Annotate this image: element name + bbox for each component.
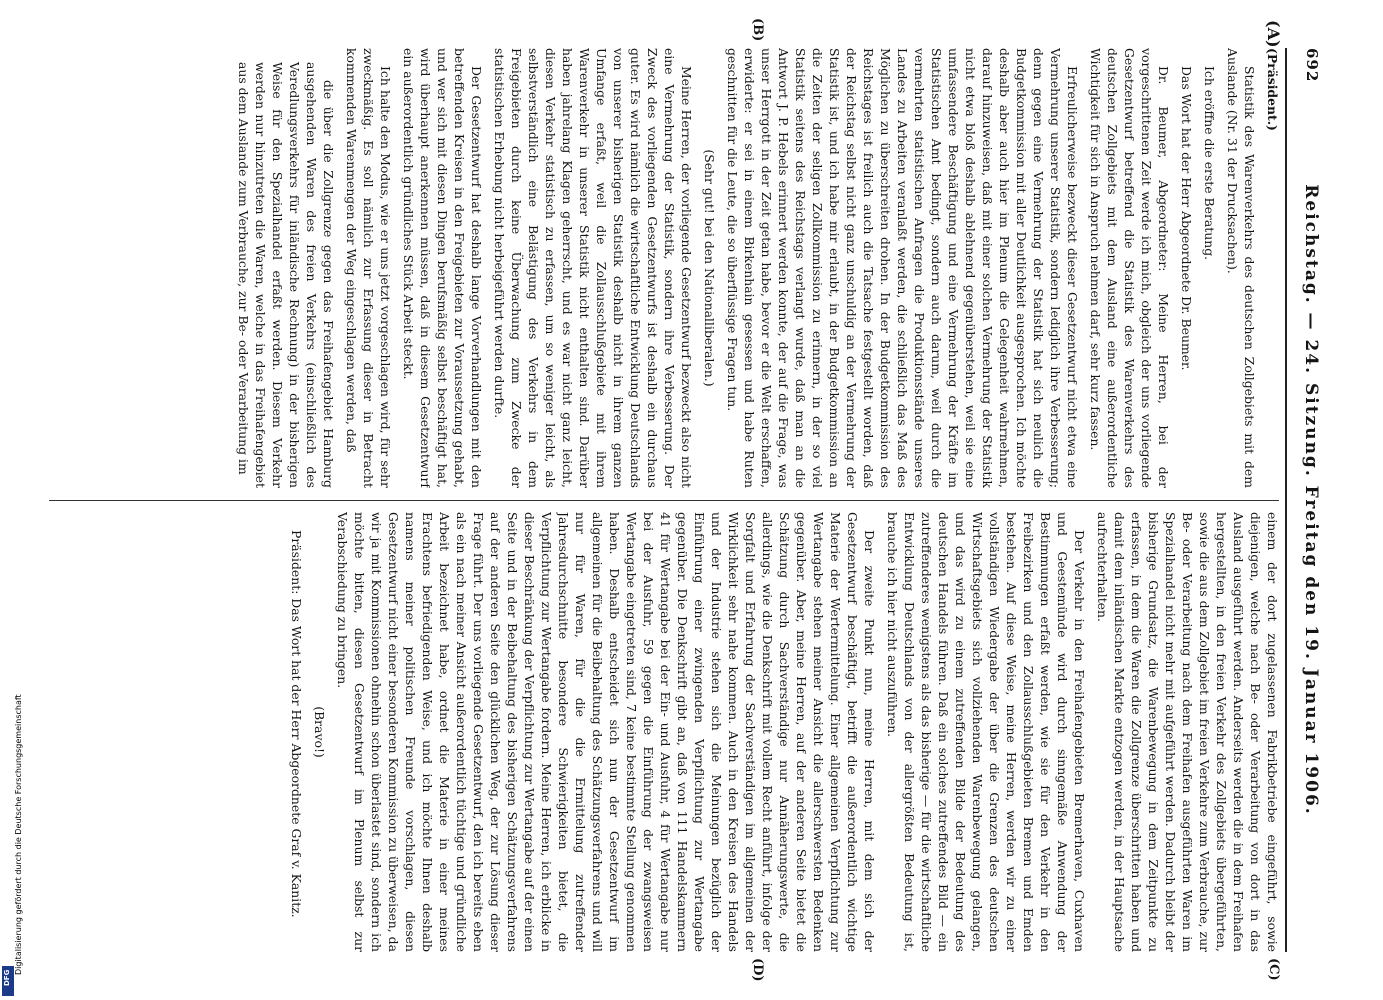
paragraph: Ich halte den Modus, wie er uns jetzt vorgeschlagen wird, für sehr zweckmäßig. Es soll nämlich zur Erfassung dieser in Betracht kommenden Warenmengen der Weg eingeschlagen werden, daß: [344, 48, 393, 488]
speaker-label: (Präsident.): [1265, 48, 1280, 131]
margin-marker-c: (C): [1266, 958, 1281, 981]
dfg-logo-text: DFG: [3, 969, 11, 986]
margin-marker-d: (D): [750, 958, 765, 982]
page-number: 692: [1303, 48, 1321, 83]
header-rule: [1285, 48, 1287, 952]
column-divider: [49, 500, 1279, 501]
paragraph: Der zweite Punkt nun, meine Herren, mit dem sich der Gesetzentwurf beschäftigt, betrifft die außerordentlich wichtige Materie der Wertermittelung. Einer allgemeinen Verpflichtung zur Wertangabe stehen meiner Ansicht die allerschwersten Bedenken gegenüber. Aber, meine Herren, auf der anderen Seite bietet die Schätzung durch Sachverständige nur Annäherungswerte, die allerdings, wie die Denkschrift mit vollem Recht anführt, infolge der Sorgfalt und Erfahrung der Sachverständigen im allgemeinen der Wirklichkeit sehr nahe kommen. Auch in den Kreisen des Handels und der Industrie stehen sich die Meinungen bezüglich der Einführung einer zwingenden Verpflichtung zur Wertangabe gegenüber. Die Denkschrift gibt an, daß von 111 Handelskammern 41 für Wertangabe bei der Ein- und Ausfuhr, 4 für Wertangabe nur bei der Ausfuhr, 59 gegen die Einführung der zwangsweisen Wertangabe eingetreten sind, 7 keine bestimmte Stellung genommen haben. Deshalb entscheidet sich nun der Gesetzentwurf im allgemeinen für die Beibehaltung des Schätzungsverfahrens und will nur für Waren, für die die Ermittelung zutreffender Jahresdurchschnitte besondere Schwierigkeiten bietet, die Verpflichtung zur Wertangabe fordern. Meine Herren, ich erblicke in dieser Beschränkung der Verpflichtung zur Wertangabe auf der einen Seite und in der Beibehaltung des bisherigen Schätzungsverfahrens auf der anderen Seite den glücklichen Weg, der zur Lösung dieser Frage führt. Der uns vorliegende Gesetzentwurf, den ich bereits eben als ein nach meiner Ansicht außerordentlich tüchtige und gründliche Arbeit bezeichnet habe, ordnet die Materie in einer meines Erachtens befriedigenden Weise, und ich möchte Ihnen deshalb namens meiner politischen Freunde vorschlagen, diesen Gesetzentwurf nicht einer besonderen Kommission zu überweisen, da wir ja mit Kommissionen ohnehin schon überlastet sind, sondern ich möchte bitten, diesen Gesetzentwurf im Plenum selbst zur Verabschiedung zu bringen.: [335, 512, 877, 952]
digitization-note: Digitalisierung gefördert durch die Deutsche Forschungsgemeinschaft: [14, 694, 23, 975]
right-column: [41, 512, 1281, 952]
margin-marker-b: (B): [750, 18, 765, 42]
paragraph: Statistik des Warenverkehrs des deutschen Zollgebiets mit dem Auslande (Nr. 31 der Drucksachen).: [1225, 48, 1257, 488]
paragraph: Dr. Beumer, Abgeordneter: Meine Herren, bei der vorgeschrittenen Zeit werde ich mich, obgleich der uns vorliegende Gesetzentwurf betreffend die Statistik des Warenverkehrs des deutschen Zollgebiets mit dem Ausland eine außerordentliche Wichtigkeit für sich in Anspruch nehmen darf, sehr kurz fassen.: [1088, 48, 1171, 488]
interjection: (Bravo!): [312, 706, 327, 758]
interjection: (Sehr gut! bei den Nationalliberalen.): [702, 149, 717, 387]
dfg-logo: [2, 966, 14, 996]
paragraph: Der Gesetzentwurf hat deshalb lange Vorverhandlungen mit den betreffenden Kreisen in den Freigebieten zur Voraussetzung gehabt, und wer sich mit diesen Dingen berufsmäßig selbst beschäftigt hat, wird überhaupt anerkennen müssen, daß in diesem Gesetzentwurf ein außerordentlich gründliches Stück Arbeit steckt.: [401, 48, 484, 488]
quoted-paragraph: die über die Zollgrenze gegen das Freihafengebiet Hamburg ausgehenden Waren des freien Verkehrs (einschließlich des Veredlungsverkehrs für inländische Rechnung) in der bisherigen Weise für den Spezialhandel erfaßt werden. Diesem Verkehr werden nur hinzutreten die Waren, welche in das Freihafengebiet aus dem Auslande zum Verbrauche, zur Be- oder Verarbeitung im: [236, 62, 336, 488]
page-header: [1281, 48, 1321, 952]
paragraph: Erfreulicherweise bezweckt dieser Gesetzentwurf nicht etwa eine Vermehrung unserer Statistik, sondern lediglich ihre Verbesserung; denn gegen eine Vermehrung der Statistik hat sich neulich die Budgetkommission mit aller Deutlichkeit ausgesprochen. Ich möchte deshalb aber auch hier im Plenum die Gelegenheit wahrnehmen, darauf hinzuweisen, daß mit einer solchen Vermehrung der Statistik nicht etwa bloß deshalb ablehnend gegenüberstehen, weil sie eine umfassendere Beschäftigung und eine Vermehrung der Kräfte im Statistischen Amt bedingt, sondern auch darum, weil durch die vermehrten statistischen Anfragen die Produktionsstände unseres Landes zu Arbeiten veranlaßt werden, die schließlich das Maß des Möglichen zu überschreiten drohen. In der Budgetkommission des Reichstages ist freilich auch die Tatsache festgestellt worden, daß der Reichstag selbst nicht ganz unschuldig an der Vermehrung der Statistik ist, und ich habe mir erlaubt, in der Budgetkommission an die Zeiten der seligen Zollkommission zu erinnern, in der so viel Statistik seitens des Reichstags verlangt wurde, daß man an die Antwort J. P. Hebels erinnert werden konnte, der auf die Frage, was unser Herrgott in der Zeit getan habe, bevor er die Welt erschaffen, erwiderte: er sei in einem Birkenhain gesessen und habe Ruten geschnitten für die Leute, die so überflüssige Fragen tun.: [725, 48, 1080, 488]
paragraph: einem der dort zugelassenen Fabrikbetriebe eingeführt, sowie diejenigen, welche nach Be- oder Verarbeitung von dort in das Ausland ausgeführt werden. Anderseits werden die in dem Freihafen hergestellten, in den freien Verkehr des Zollgebiets übergeführten, sowie die aus dem Zollgebiet im freien Verkehre zum Verbrauche, zur Be- oder Verarbeitung nach dem Freihafen ausgeführten Waren im Spezialhandel nicht mehr mit aufgeführt werden. Dadurch bleibt der bisherige Grundsatz, die Warenbewegung in dem Zeitpunkte zu erfassen, in dem die Waren die Zollgrenze überschritten haben und damit dem inländischen Markte entzogen werden, in der Hauptsache aufrechterhalten.: [1095, 512, 1280, 952]
paragraph: Das Wort hat der Herr Abgeordnete Dr. Beumer.: [1179, 66, 1194, 371]
paragraph: Der Verkehr in den Freihafengebieten Bremerhaven, Cuxhaven und Geestemünde wird durch sinngemäße Anwendung der Bestimmungen erfaßt werden, wie sie für den Verkehr in den Freibezirken und den Zollausschlußgebieten Bremen und Emden bestehen. Auf diese Weise, meine Herren, werden wir zu einer vollständigen Wiedergabe der über die Grenzen des deutschen Wirtschaftsgebiets sich vollziehenden Warenbewegung gelangen, und das wird zu einem zutreffenden Bilde der Bedeutung des deutschen Handels führen. Daß ein solches zutreffendes Bild — ein zutreffenderes wenigstens als das bisherige — für die wirtschaftliche Entwicklung Deutschlands von der allergrößten Bedeutung ist, brauche ich hier nicht auszuführen.: [885, 512, 1087, 952]
paragraph: Ich eröffne die erste Beratung.: [1202, 66, 1217, 261]
left-column: [41, 48, 1281, 488]
running-head: Reichstag. — 24. Sitzung. Freitag den 19. Januar 1906.: [1301, 184, 1321, 816]
paragraph: Meine Herren, der vorliegende Gesetzentwurf bezweckt also nicht eine Vermehrung der Statistik, sondern ihre Verbesserung. Der Zweck des vorliegenden Gesetzentwurfs ist deshalb ein durchaus guter. Es wird nämlich die wirtschaftliche Entwicklung Deutschlands von unserer bisherigen Statistik deshalb nicht in ihrem ganzen Umfange erfaßt, weil die Zollausschlußgebiete mit ihrem Warenverkehr in unserer Statistik nicht enthalten sind. Darüber haben jahrelang Klagen geherrscht, und es war nicht ganz leicht, diesen Verkehr statistisch zu erfassen, um so weniger leicht, als selbstverständlich eine Belästigung des Verkehrs in dem Freigebieten durch keine Überwachung zum Zwecke der statistischen Erhebung nicht herbeigeführt werden durfte.: [492, 48, 694, 488]
paragraph: Präsident: Das Wort hat der Herr Abgeordnete Graf v. Kanitz.: [289, 530, 304, 918]
margin-marker-a: (A): [1264, 20, 1283, 48]
